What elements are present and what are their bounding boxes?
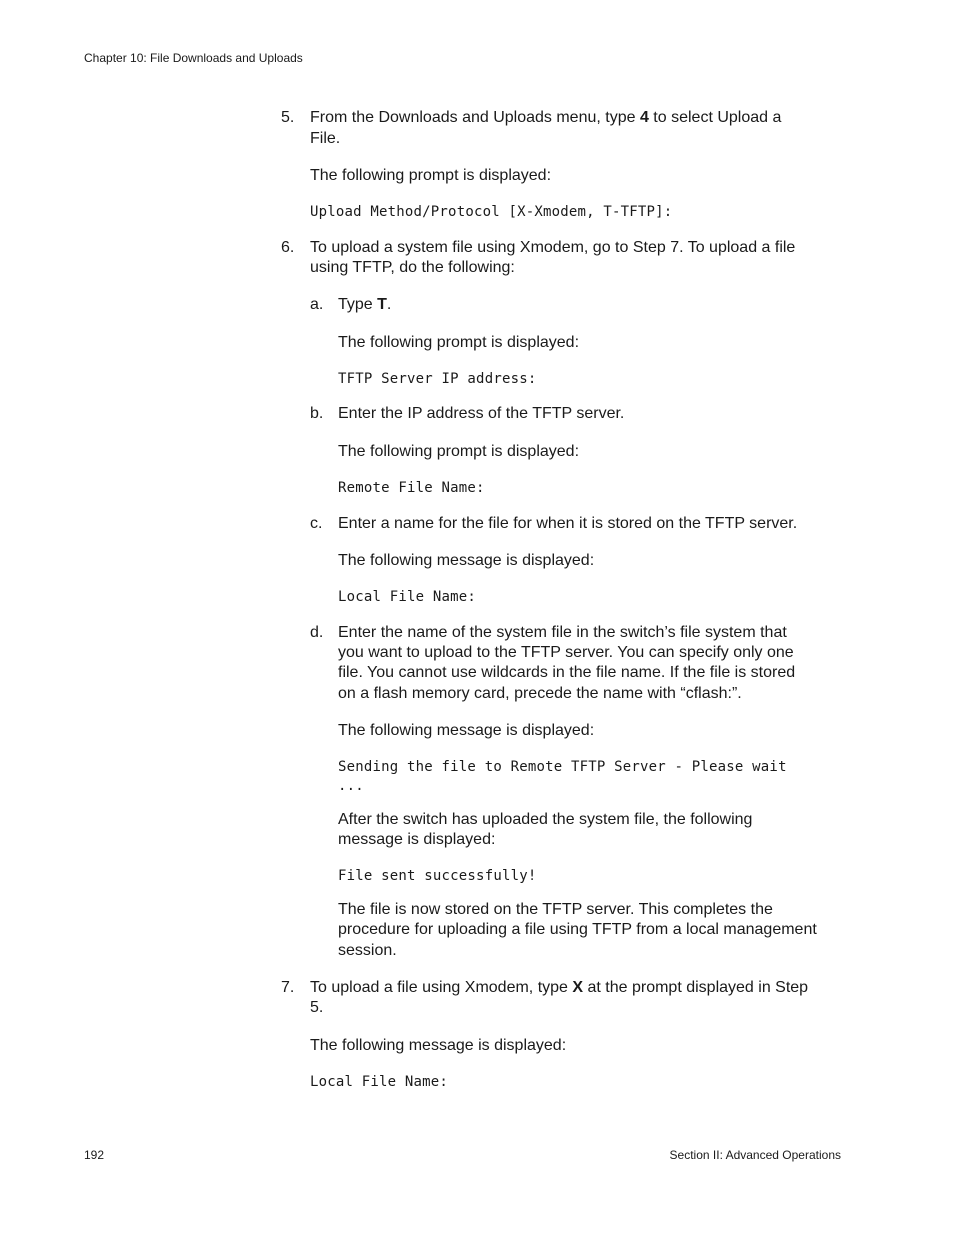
- substep-d-line-1: Enter the name of the system file in the switch’s file system that: [338, 624, 787, 641]
- step-6-line-2: using TFTP, do the following:: [310, 259, 515, 276]
- step-5-prompt: Upload Method/Protocol [X-Xmodem, T-TFTP]:: [310, 204, 673, 220]
- substep-c-text: Enter a name for the file for when it is stored on the TFTP server.: [338, 515, 798, 532]
- substep-b-prompt: Remote File Name:: [338, 480, 485, 496]
- substep-d-line-3: file. You cannot use wildcards in the file name. If the file is stored: [338, 664, 796, 681]
- substep-d-after-line-2: message is displayed:: [338, 831, 496, 848]
- substep-d-after-line-1: After the switch has uploaded the system file, the following: [338, 811, 753, 828]
- substep-c-prompt: Local File Name:: [338, 589, 477, 605]
- step-5-number: 5.: [281, 109, 295, 126]
- substep-d-message-line-1: Sending the file to Remote TFTP Server - Please wait: [338, 759, 787, 775]
- step-5-line-1: From the Downloads and Uploads menu, type 4 to select Upload a: [310, 109, 782, 126]
- step-7-line-1: To upload a file using Xmodem, type X at the prompt displayed in Step: [310, 979, 809, 996]
- step-6-number: 6.: [281, 239, 295, 256]
- substep-a-intro: The following prompt is displayed:: [338, 334, 580, 351]
- substep-d-done-line-1: The file is now stored on the TFTP server. This completes the: [338, 901, 773, 918]
- substep-a-prompt: TFTP Server IP address:: [338, 371, 537, 387]
- step-7-intro: The following message is displayed:: [310, 1037, 567, 1054]
- substep-d-intro: The following message is displayed:: [338, 722, 595, 739]
- substep-b-text: Enter the IP address of the TFTP server.: [338, 405, 625, 422]
- substep-b-label: b.: [310, 405, 324, 422]
- section-footer: Section II: Advanced Operations: [669, 1148, 841, 1162]
- step-7-prompt: Local File Name:: [310, 1074, 449, 1090]
- substep-d-label: d.: [310, 624, 324, 641]
- substep-d-success-message: File sent successfully!: [338, 868, 537, 884]
- substep-d-line-2: you want to upload to the TFTP server. You can specify only one: [338, 644, 794, 661]
- step-7-number: 7.: [281, 979, 295, 996]
- substep-d-line-4: on a flash memory card, precede the name with “cflash:”.: [338, 685, 742, 702]
- substep-b-intro: The following prompt is displayed:: [338, 443, 580, 460]
- substep-d-done-line-2: procedure for uploading a file using TFTP from a local management: [338, 921, 817, 938]
- step-5-prompt-intro: The following prompt is displayed:: [310, 167, 552, 184]
- step-6-line-1: To upload a system file using Xmodem, go to Step 7. To upload a file: [310, 239, 796, 256]
- step-5-line-2: File.: [310, 130, 341, 147]
- substep-c-intro: The following message is displayed:: [338, 552, 595, 569]
- substep-a-text: Type T.: [338, 296, 392, 313]
- chapter-header: Chapter 10: File Downloads and Uploads: [84, 51, 303, 65]
- substep-d-done-line-3: session.: [338, 942, 397, 959]
- substep-a-label: a.: [310, 296, 324, 313]
- step-7-line-2: 5.: [310, 999, 324, 1016]
- substep-d-message-line-2: ...: [338, 778, 364, 794]
- substep-c-label: c.: [310, 515, 323, 532]
- page-number: 192: [84, 1148, 105, 1162]
